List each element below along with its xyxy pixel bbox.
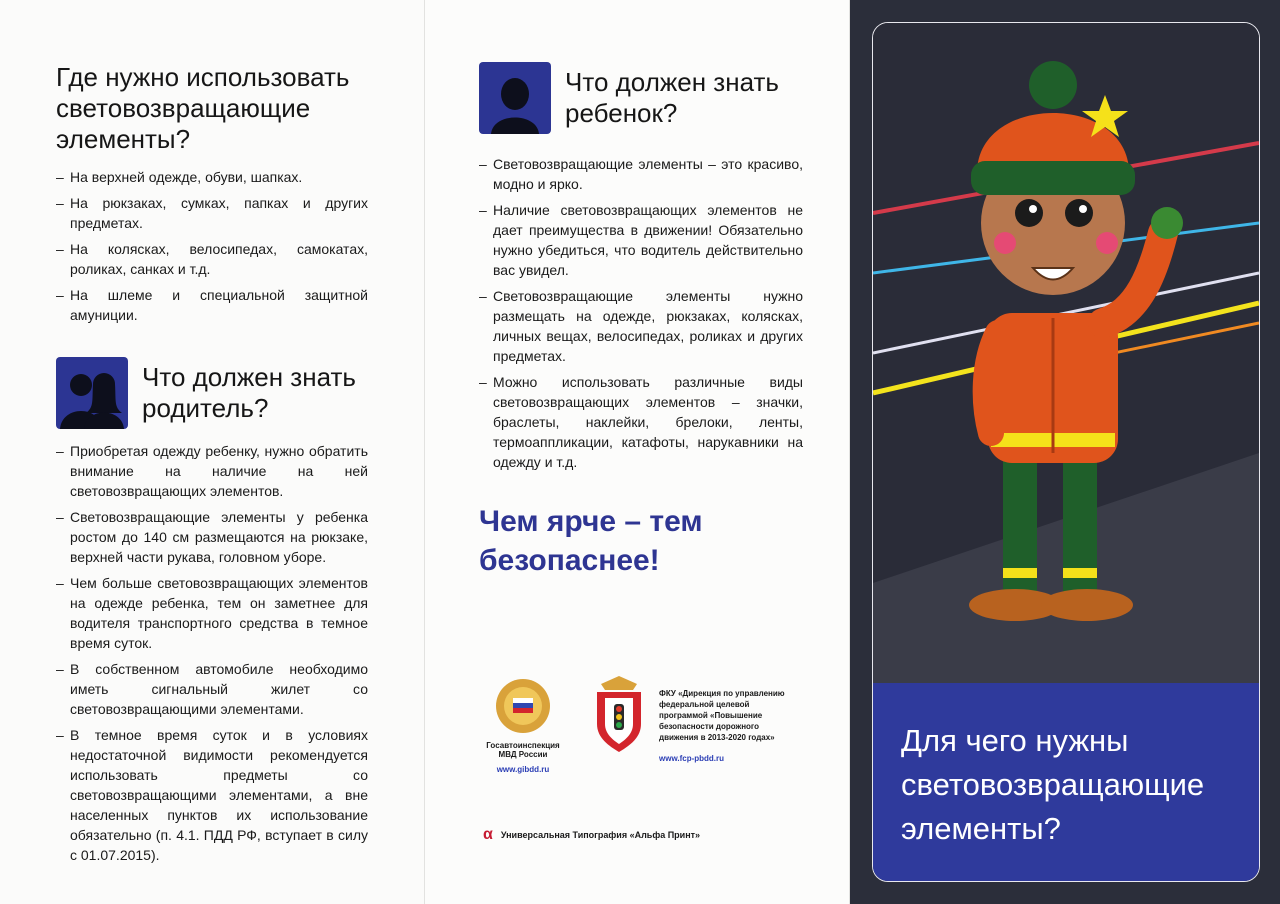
fcp-text-block bbox=[659, 688, 799, 764]
fcp-caption: ФКУ «Дирекция по управлению федеральной целевой программой «Повышение безопасности дорожного движения в 2013-2020 годах» bbox=[659, 689, 785, 742]
cover-title: Для чего нужны световозвращающие элементы? bbox=[901, 723, 1205, 846]
fcp-link[interactable]: www.fcp-pbdd.ru bbox=[659, 754, 725, 763]
left-panel bbox=[0, 0, 425, 904]
cover-frame bbox=[872, 22, 1260, 882]
where-title: Где нужно использовать световозвращающие элементы? bbox=[56, 62, 350, 154]
middle-panel bbox=[425, 0, 850, 904]
right-boot bbox=[1041, 589, 1133, 621]
list-item: – Можно использовать различные виды световозвращающих элементов – значки, браслеты, наклейки, брелоки, ленты, термоаппликации, катафоты, нарукавники на одежду и т.д. bbox=[479, 372, 803, 472]
list-item: – Световозвращающие элементы – это красиво, модно и ярко. bbox=[479, 154, 803, 194]
slogan-line-2: безопаснее! bbox=[479, 544, 660, 577]
child-illustration bbox=[873, 23, 1259, 683]
cover-title-band bbox=[873, 683, 1259, 881]
parents-silhouette-icon bbox=[56, 357, 128, 429]
list-item: – Приобретая одежду ребенку, нужно обратить внимание на наличие на ней световозвращающих элементов. bbox=[56, 441, 368, 501]
list-item: – Наличие световозвращающих элементов не дает преимущества в движении! Обязательно нужно убедиться, что водитель действительно вас увидел. bbox=[479, 200, 803, 280]
reflective-band bbox=[1063, 568, 1097, 578]
where-list bbox=[56, 167, 368, 325]
slogan bbox=[479, 502, 803, 580]
cover-panel bbox=[850, 0, 1280, 904]
gibdd-emblem-icon bbox=[493, 676, 553, 736]
waving-glove bbox=[1151, 207, 1183, 239]
parent-list bbox=[56, 441, 368, 865]
fcp-emblem-icon bbox=[589, 676, 649, 756]
child-section-header bbox=[479, 62, 803, 134]
list-item: – На верхней одежде, обуви, шапках. bbox=[56, 167, 368, 187]
child-list bbox=[479, 154, 803, 472]
list-item: – На колясках, велосипедах, самокатах, роликах, санках и т.д. bbox=[56, 239, 368, 279]
gibdd-link[interactable]: www.gibdd.ru bbox=[496, 765, 550, 774]
child-title: Что должен знать ребенок? bbox=[565, 67, 779, 128]
printer-line bbox=[483, 826, 700, 844]
gibdd-logo bbox=[485, 676, 561, 774]
list-item: – В собственном автомобиле необходимо иметь сигнальный жилет со световозвращающими элементами. bbox=[56, 659, 368, 719]
list-item: – Чем больше световозвращающих элементов на одежде ребенка, тем он заметнее для водителя транспортного средства в темное время суток. bbox=[56, 573, 368, 653]
list-item: – Световозвращающие элементы нужно размещать на одежде, рюкзаках, колясках, личных вещах, велосипедах, роликах и других предметах. bbox=[479, 286, 803, 366]
reflective-band bbox=[1003, 568, 1037, 578]
child-silhouette-icon bbox=[479, 62, 551, 134]
parent-section-header bbox=[56, 357, 368, 429]
fcp-logo bbox=[589, 676, 649, 761]
parent-title: Что должен знать родитель? bbox=[142, 362, 356, 423]
hat-pompom bbox=[1029, 61, 1077, 109]
list-item: – В темное время суток и в условиях недостаточной видимости рекомендуется использовать предметы со световозвращающими элементами, а вне населенных пунктов их использование обязательно (п. 4.1. ПДД РФ, вступает в силу с 01.07.2015). bbox=[56, 725, 368, 865]
list-item: – На рюкзаках, сумках, папках и других предметах. bbox=[56, 193, 368, 233]
gibdd-caption: Госавтоинспекция МВД России bbox=[486, 741, 560, 759]
alpha-print-icon: α bbox=[483, 826, 493, 843]
slogan-line-1: Чем ярче – тем bbox=[479, 505, 703, 538]
printer-name: Универсальная Типография «Альфа Принт» bbox=[500, 830, 701, 840]
list-item: – На шлеме и специальной защитной амуниции. bbox=[56, 285, 368, 325]
hat-brim bbox=[971, 161, 1135, 195]
logos-block bbox=[469, 676, 809, 776]
list-item: – Световозвращающие элементы у ребенка ростом до 140 см размещаются на рюкзаке, верхней части рукава, головном уборе. bbox=[56, 507, 368, 567]
